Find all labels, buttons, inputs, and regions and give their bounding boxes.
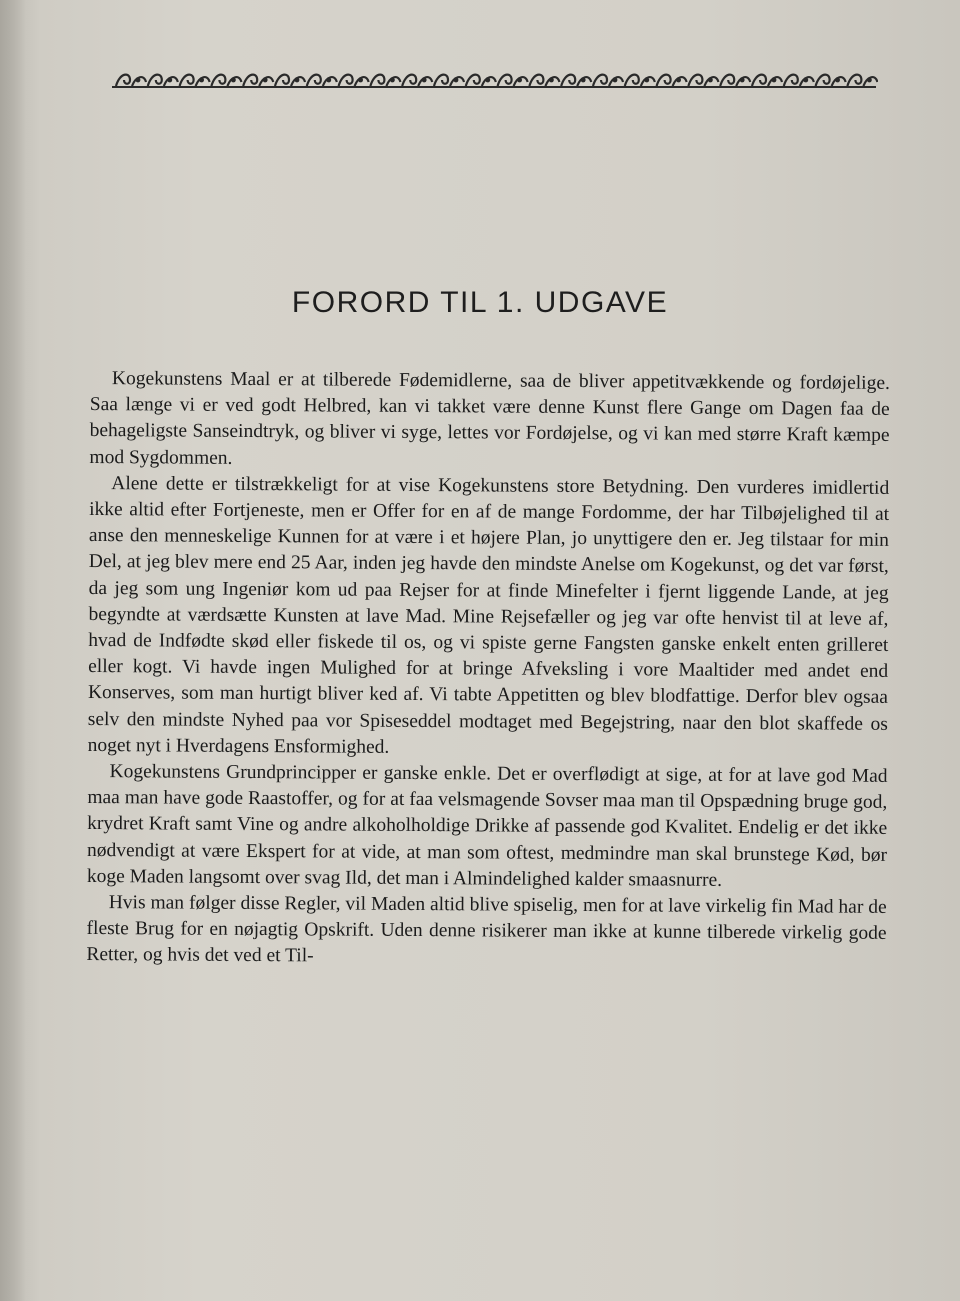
paragraph-1: Kogekunstens Maal er at tilberede Fødemidlerne, saa de bliver appetitvækkende og fordøjelige. Saa længe vi er ved godt Helbred, kan vi takket være denne Kunst flere Gange om Dagen faa de behageligste Sanseindtryk, og bliver vi syge, lettes vor Fordøjelse, og vi kan med større Kraft kæmpe mod Sygdommen.	[89, 368, 890, 469]
binding-shadow	[0, 0, 26, 1301]
paragraph-3: Kogekunstens Grundprincipper er ganske enkle. Det er overflødigt at sige, at for at lave god Mad maa man have gode Raastoffer, og for at faa velsmagende Sovser maa man til Opspædning bruge god, krydret Kraft samt Vine og andre alkoholholdige Drikke af passende god Kvalitet. Endelig er det ikke nødvendigt at være Ekspert for at vide, at man som oftest, medmindre man skal brunstege Kød, bør koge Maden langsomt over svag Ild, det man i Almindelighed kalder smaasnurre.	[86, 761, 888, 891]
paragraph-2: Alene dette er tilstrækkeligt for at vise Kogekunstens store Betydning. Den vurderes imidlertid ikke altid efter Fortjeneste, men er Offer for en af de mange Fordomme, der har Tilbøjelighed til at anse den menneskelige Kunnen for at være i et højere Plan, jo unyttigere den er. Jeg tilstaar for min Del, at jeg blev mere end 25 Aar, inden jeg havde den mindste Anelse om Kogekunst, og det var først, da jeg som ung Ingeniør kom ud paa Rejser for at finde Minefelter i fjernt liggende Lande, at jeg begyndte at værdsætte Kunsten at lave Mad. Mine Rejsefæller og jeg var ofte henvist til at leve af, hvad de Indfødte skød eller fiskede til os, og vi spiste gerne Fangsten ganske enkelt enten grilleret eller kogt. Vi havde ingen Mulighed for at bringe Afveksling i vore Maaltider med andet end Konserves, som man hurtigt bliver ked af. Vi tabte Appetitten og blev blodfattige. Derfor blev ogsaa selv den mindste Nyhed paa vor Spiseseddel modtaget med Begejstring, naar den blot skaffede os noget nyt i Hverdagens Ensformighed.	[87, 472, 890, 758]
paragraph-4: Hvis man følger disse Regler, vil Maden altid blive spiselig, men for at lave virkelig fin Mad har de fleste Brug for en nøjagtig Opskrift. Uden denne risikerer man ikke at kunne tilberede virkelig gode Retter, og hvis det ved et Til-	[86, 892, 887, 967]
body-text	[86, 366, 890, 974]
decorative-border-icon	[110, 68, 878, 94]
page-title: FORORD TIL 1. UDGAVE	[291, 286, 669, 319]
